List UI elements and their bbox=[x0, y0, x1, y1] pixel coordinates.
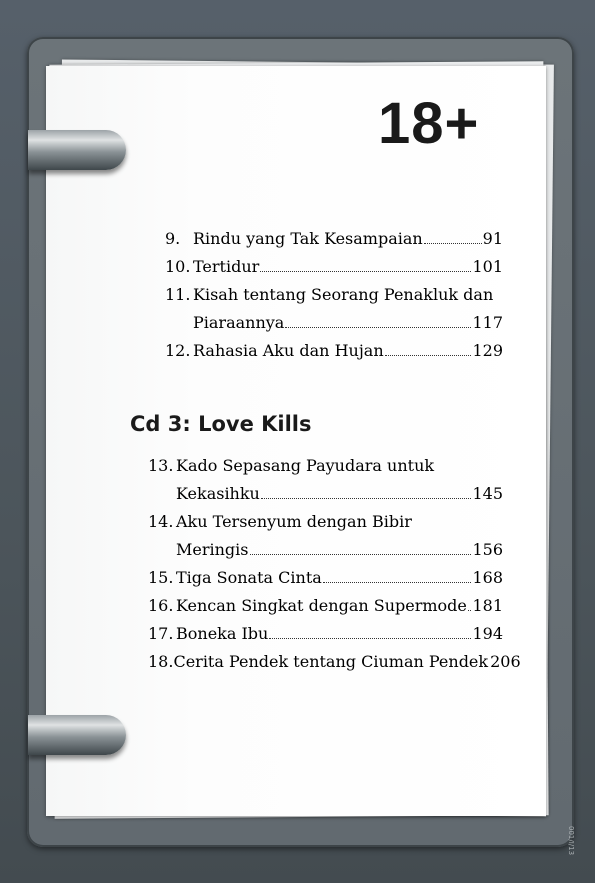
toc-entry-title-cont: Kekasihku bbox=[176, 484, 260, 503]
toc-entry-number: 12. bbox=[165, 341, 191, 360]
toc-entry-page: 91 bbox=[482, 229, 503, 248]
toc-entry-title: Tiga Sonata Cinta bbox=[176, 568, 322, 587]
toc-entry-title: Cerita Pendek tentang Ciuman Pendek bbox=[173, 652, 489, 671]
toc-entry-continuation bbox=[193, 312, 503, 334]
toc-entry bbox=[148, 511, 412, 533]
toc-leader-dots bbox=[261, 485, 472, 499]
toc-entry-page: 117 bbox=[472, 313, 503, 332]
toc-leader-dots bbox=[269, 625, 471, 639]
toc-leader-dots bbox=[468, 597, 472, 611]
toc-entry-number: 11. bbox=[165, 285, 191, 304]
toc-entry-continuation bbox=[176, 483, 503, 505]
toc-entry-title: Kencan Singkat dengan Supermode bbox=[176, 596, 467, 615]
age-rating-badge: 18+ bbox=[378, 91, 480, 156]
toc-entry-title: Kado Sepasang Payudara untuk bbox=[176, 456, 435, 475]
toc-entry-number: 14. bbox=[148, 512, 174, 531]
toc-entry bbox=[165, 340, 503, 362]
toc-entry bbox=[165, 284, 493, 306]
toc-entry-number: 18. bbox=[148, 652, 174, 671]
section-title: Cd 3: Love Kills bbox=[130, 412, 312, 436]
toc-leader-dots bbox=[250, 541, 472, 555]
toc-entry bbox=[148, 651, 521, 673]
toc-entry-title-cont: Meringis bbox=[176, 540, 249, 559]
toc-entry-number: 15. bbox=[148, 568, 174, 587]
toc-entry-number: 10. bbox=[165, 257, 191, 276]
toc-entry-title: Boneka Ibu bbox=[176, 624, 269, 643]
toc-entry-page: 168 bbox=[472, 568, 503, 587]
binder-clip-top bbox=[28, 130, 126, 170]
toc-entry-number: 16. bbox=[148, 596, 174, 615]
toc-entry-page: 206 bbox=[490, 652, 521, 671]
toc-entry bbox=[148, 455, 434, 477]
side-print-code: 001/I/13 bbox=[567, 826, 575, 856]
toc-entry-page: 145 bbox=[472, 484, 503, 503]
toc-entry-number: 13. bbox=[148, 456, 174, 475]
toc-entry bbox=[148, 567, 503, 589]
toc-entry-number: 17. bbox=[148, 624, 174, 643]
toc-entry bbox=[148, 595, 503, 617]
toc-leader-dots bbox=[285, 314, 471, 328]
toc-entry-page: 101 bbox=[472, 257, 503, 276]
toc-entry-page: 129 bbox=[472, 341, 503, 360]
toc-leader-dots bbox=[323, 569, 472, 583]
toc-entry-number: 9. bbox=[165, 229, 181, 248]
toc-entry-title-cont: Piaraannya bbox=[193, 313, 285, 332]
toc-entry-title: Tertidur bbox=[193, 257, 260, 276]
toc-entry-continuation bbox=[176, 539, 503, 561]
toc-leader-dots bbox=[424, 230, 482, 244]
toc-entry-page: 156 bbox=[472, 540, 503, 559]
toc-entry-page: 194 bbox=[472, 624, 503, 643]
toc-leader-dots bbox=[385, 342, 472, 356]
toc-entry-title: Kisah tentang Seorang Penakluk dan bbox=[193, 285, 494, 304]
binder-clip-bottom bbox=[28, 715, 126, 755]
toc-entry bbox=[165, 256, 503, 278]
toc-entry bbox=[165, 228, 503, 250]
toc-entry-page: 181 bbox=[472, 596, 503, 615]
toc-entry bbox=[148, 623, 503, 645]
paper-sheet bbox=[46, 66, 546, 816]
toc-entry-title: Rindu yang Tak Kesampaian bbox=[193, 229, 423, 248]
toc-entry-title: Rahasia Aku dan Hujan bbox=[193, 341, 384, 360]
toc-leader-dots bbox=[260, 258, 471, 272]
toc-entry-title: Aku Tersenyum dengan Bibir bbox=[176, 512, 412, 531]
